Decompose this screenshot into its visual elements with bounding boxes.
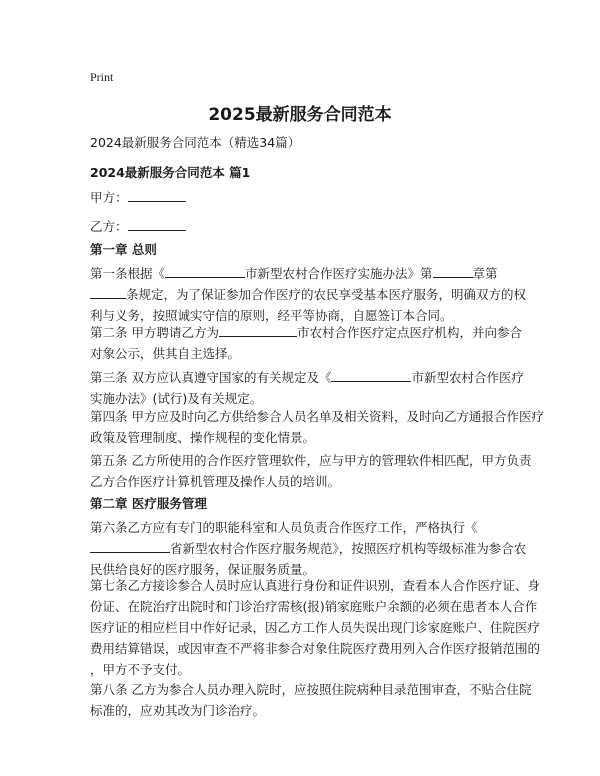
article-1-text: 利与义务，按照诚实守信的原则，经平等协商，自愿签订本合同。 bbox=[90, 308, 453, 323]
party-b-blank bbox=[128, 218, 186, 231]
article-8-text: 第八条 乙方为参合人员办理入院时，应按照住院病种目录范围审查，不贴合住院 bbox=[90, 682, 532, 697]
chapter-1-title: 第一章 总则 bbox=[90, 242, 157, 257]
article-7-text: ，甲方不予支付。 bbox=[90, 662, 191, 677]
party-a-blank bbox=[128, 189, 186, 202]
article-3-text: 实施办法》(试行)及有关规定。 bbox=[90, 391, 263, 406]
article-7-text: 第七条乙方接诊参合人员时应认真进行身份和证件识别，查看本人合作医疗证、身 bbox=[90, 578, 541, 593]
party-a-line bbox=[90, 188, 186, 206]
article-5-text: 乙方合作医疗计算机管理及操作人员的培训。 bbox=[90, 474, 341, 489]
article-7-text: 份证、在院治疗出院时和门诊治疗需核(报)销家庭账户余额的必须在患者本人合作 bbox=[90, 599, 538, 614]
article-1-blank-1 bbox=[165, 265, 245, 278]
article-7-text: 费用结算错误，或因审查不严将非参合对象住院医疗费用列入合作医疗报销范围的 bbox=[90, 641, 541, 656]
article-3-blank bbox=[331, 369, 411, 382]
article-7-text: 医疗证的相应栏目中作好记录，因乙方工作人员失误出现门诊家庭账户、住院医疗 bbox=[90, 620, 541, 635]
article-5 bbox=[90, 450, 532, 492]
article-2-text: 第二条 甲方聘请乙方为 bbox=[90, 325, 219, 340]
article-1-text: 第一条根据《 bbox=[90, 266, 166, 281]
article-2-text: 对象公示，供其自主选择。 bbox=[90, 346, 241, 361]
article-4-text: 第四条 甲方应及时向乙方供给参合人员名单及相关资料，及时向乙方通报合作医疗 bbox=[90, 409, 544, 424]
article-6-text: 省新型农村合作医疗服务规范》，按照医疗机构等级标准为参合农 bbox=[170, 541, 527, 556]
article-1-blank-3 bbox=[90, 286, 126, 299]
chapter-2-title: 第二章 医疗服务管理 bbox=[90, 496, 207, 511]
party-b-label: 乙方： bbox=[90, 219, 128, 234]
article-8 bbox=[90, 679, 532, 721]
article-6-blank bbox=[90, 540, 170, 553]
document-title: 2025最新服务合同范本 bbox=[208, 105, 392, 125]
article-2-text: 市农村合作医疗定点医疗机构，并向参合 bbox=[296, 325, 522, 340]
article-4-text: 政策及管理制度、操作规程的变化情景。 bbox=[90, 430, 316, 445]
article-8-text: 标准的，应劝其改为门诊治疗。 bbox=[90, 703, 266, 718]
party-a-label: 甲方： bbox=[90, 190, 128, 205]
article-1 bbox=[90, 263, 527, 326]
article-1-text: 章第 bbox=[472, 266, 498, 281]
article-1-blank-2 bbox=[433, 265, 473, 278]
article-6-text: 民供给良好的医疗服务，保证服务质量。 bbox=[90, 562, 316, 577]
article-2-blank bbox=[219, 324, 297, 337]
article-5-text: 第五条 乙方所使用的合作医疗管理软件，应与甲方的管理软件相匹配，甲方负责 bbox=[90, 453, 532, 468]
document-subtitle: 2024最新服务合同范本（精选34篇） bbox=[90, 135, 301, 150]
article-3-text: 市新型农村合作医疗 bbox=[411, 370, 524, 385]
article-2 bbox=[90, 322, 522, 364]
article-1-text: 市新型农村合作医疗实施办法》第 bbox=[245, 266, 433, 281]
party-b-line bbox=[90, 217, 186, 235]
article-4 bbox=[90, 406, 544, 448]
print-link[interactable]: Print bbox=[90, 70, 114, 84]
article-1-text: 条规定，为了保证参加合作医疗的农民享受基本医疗服务，明确双方的权 bbox=[126, 287, 527, 302]
article-6 bbox=[90, 517, 527, 580]
article-6-text: 第六条乙方应有专门的职能科室和人员负责合作医疗工作，严格执行《 bbox=[90, 520, 478, 535]
article-3 bbox=[90, 367, 524, 409]
article-3-text: 第三条 双方应认真遵守国家的有关规定及《 bbox=[90, 370, 332, 385]
article-7 bbox=[90, 575, 541, 680]
section-title: 2024最新服务合同范本 篇1 bbox=[90, 165, 251, 180]
